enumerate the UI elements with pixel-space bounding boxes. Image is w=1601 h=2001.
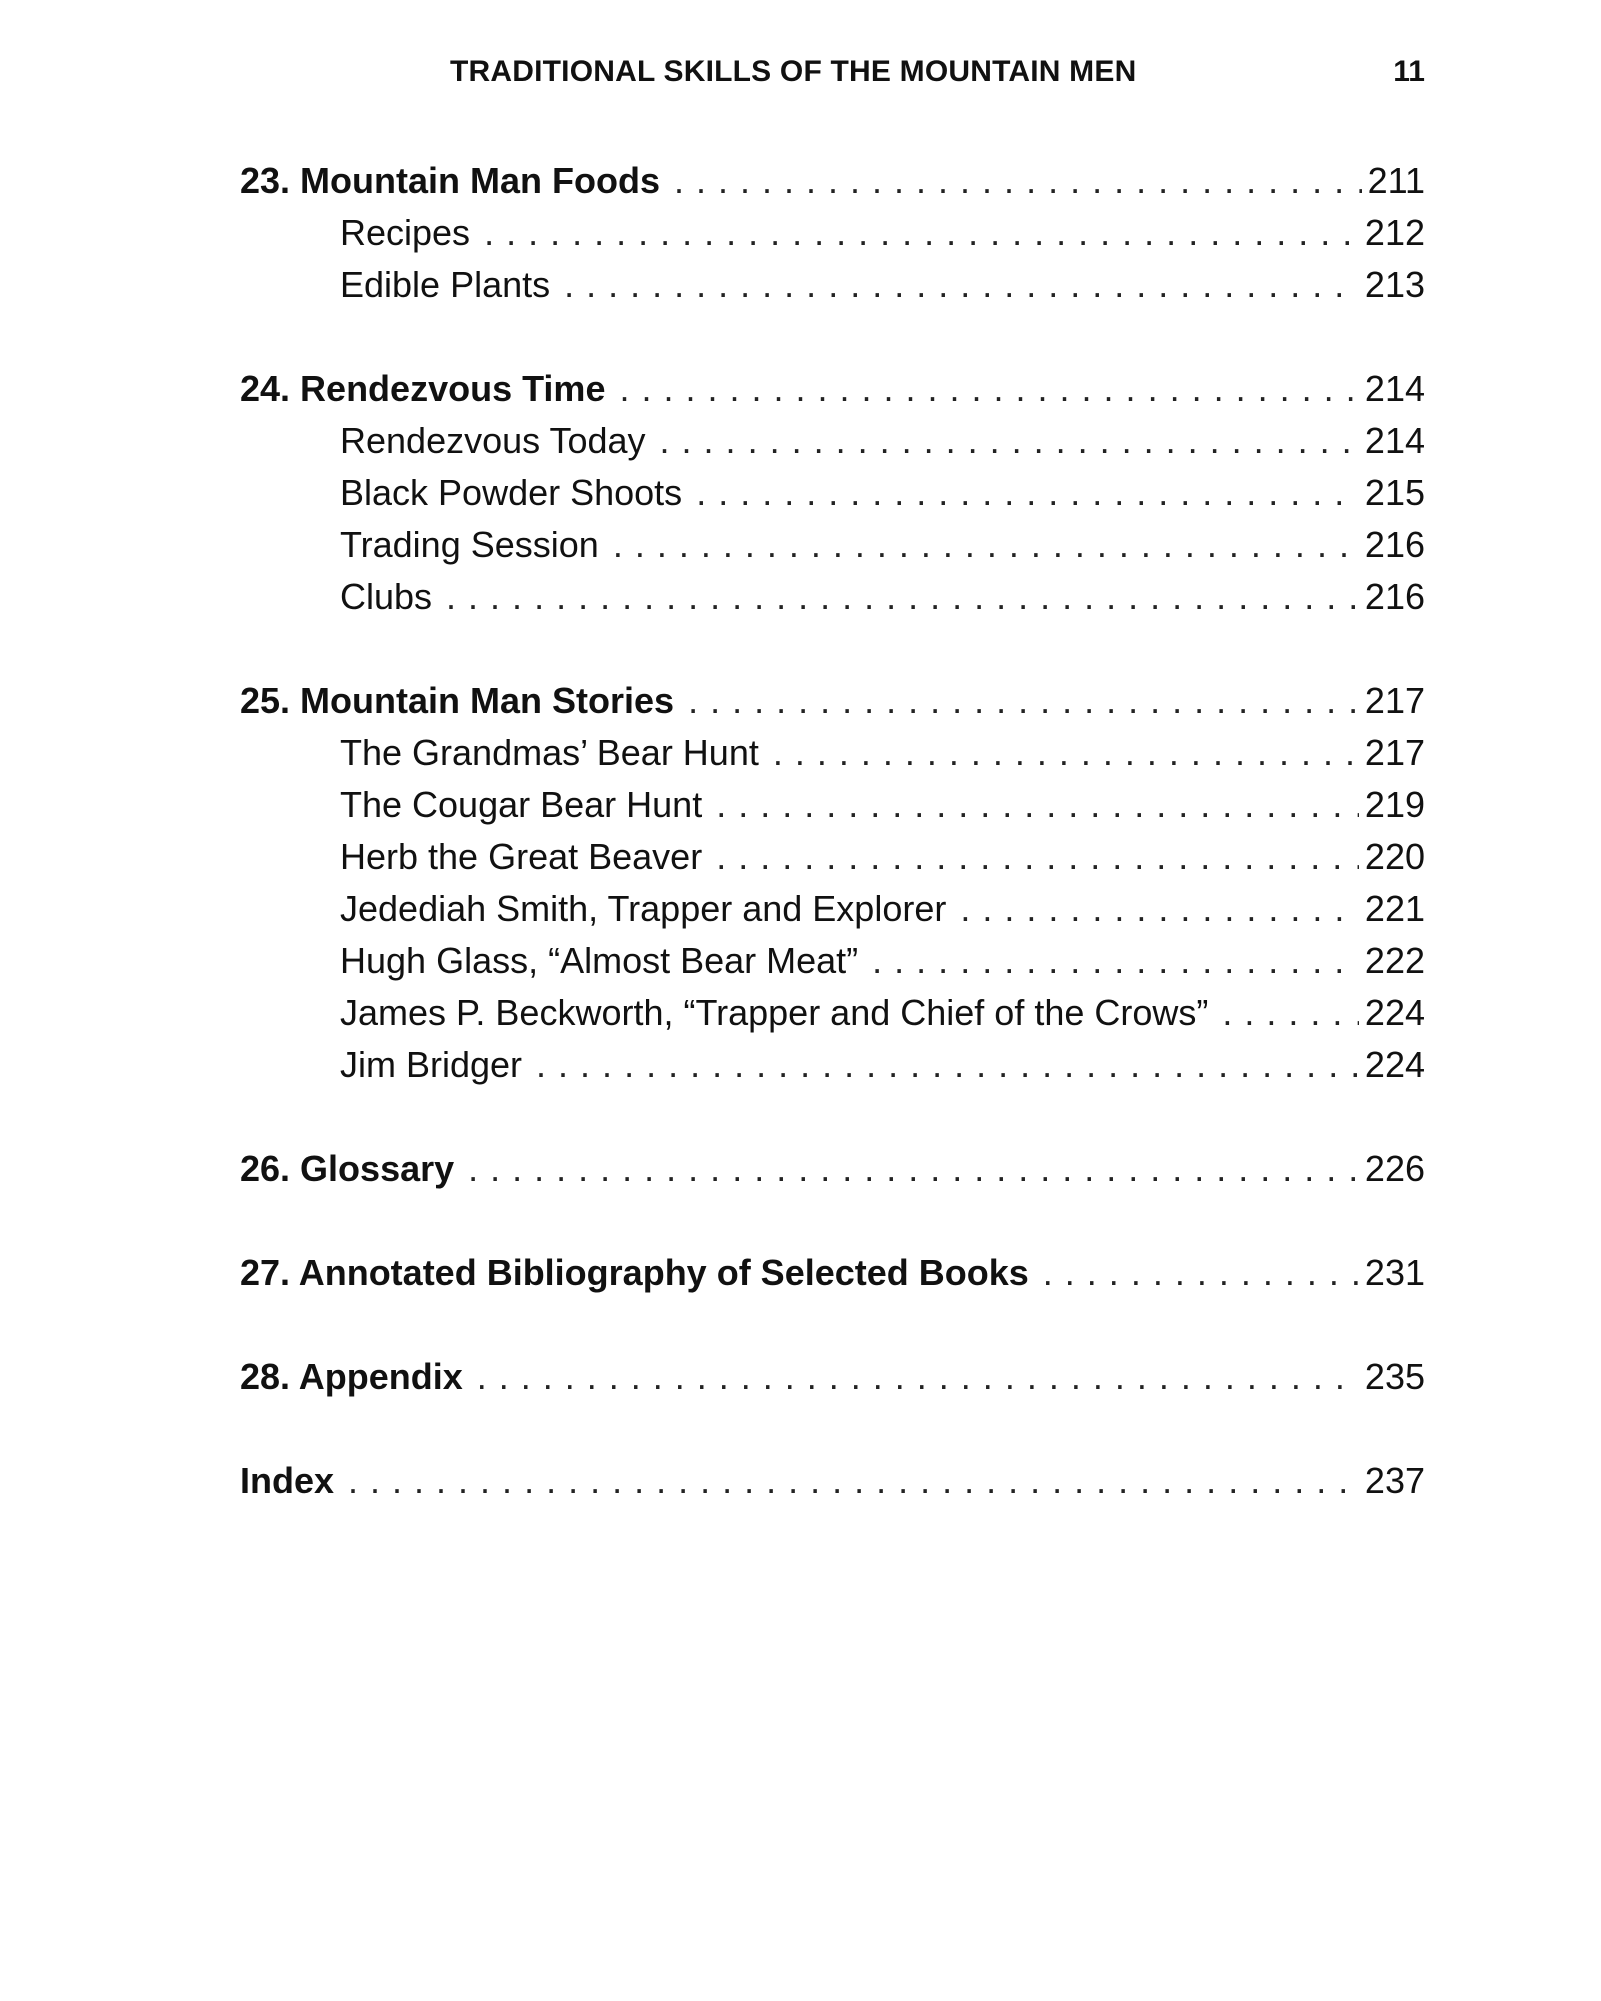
dot-leader	[674, 155, 1362, 207]
dot-leader	[716, 831, 1359, 883]
toc-subentry-title: Jedediah Smith, Trapper and Explorer	[340, 888, 947, 929]
dot-leader	[960, 883, 1359, 935]
toc-page-number: 214	[1364, 420, 1425, 461]
toc-subentry-title: Rendezvous Today	[340, 420, 646, 461]
toc-subentry[interactable]	[240, 467, 1425, 519]
toc-page-number: 235	[1364, 1356, 1425, 1397]
table-of-contents	[240, 155, 1425, 1507]
toc-subentry-title: Jim Bridger	[340, 1044, 523, 1085]
dot-leader	[872, 935, 1359, 987]
toc-chapter-title: 25. Mountain Man Stories	[240, 680, 675, 721]
dot-leader	[1222, 987, 1359, 1039]
toc-subentry-title: Clubs	[340, 576, 433, 617]
toc-subentry[interactable]	[240, 207, 1425, 259]
toc-subentry[interactable]	[240, 415, 1425, 467]
toc-subentry-title: Recipes	[340, 212, 471, 253]
dot-leader	[660, 415, 1359, 467]
dot-leader	[696, 467, 1359, 519]
toc-subentry[interactable]	[240, 571, 1425, 623]
toc-chapter-28[interactable]	[240, 1351, 1425, 1403]
toc-chapter-title: 24. Rendezvous Time	[240, 368, 606, 409]
toc-chapter-title: 23. Mountain Man Foods	[240, 160, 660, 201]
toc-subentry-title: James P. Beckworth, “Trapper and Chief of the Crows”	[340, 992, 1209, 1033]
toc-chapter-title: 28. Appendix	[240, 1356, 463, 1397]
toc-page-number: 216	[1364, 524, 1425, 565]
toc-page-number: 222	[1364, 940, 1425, 981]
toc-page-number: 237	[1364, 1460, 1425, 1501]
toc-page-number: 213	[1364, 264, 1425, 305]
dot-leader	[348, 1455, 1359, 1507]
toc-page-number: 226	[1364, 1148, 1425, 1189]
toc-page-number: 219	[1364, 784, 1425, 825]
toc-subentry-title: Edible Plants	[340, 264, 551, 305]
toc-subentry-title: Trading Session	[340, 524, 599, 565]
toc-subentry[interactable]	[240, 519, 1425, 571]
dot-leader	[536, 1039, 1359, 1091]
dot-leader	[716, 779, 1359, 831]
dot-leader	[468, 1143, 1359, 1195]
toc-subentry-title: Black Powder Shoots	[340, 472, 683, 513]
toc-subentry[interactable]	[240, 727, 1425, 779]
toc-page-number: 220	[1364, 836, 1425, 877]
toc-page-number: 231	[1364, 1252, 1425, 1293]
toc-subentry[interactable]	[240, 883, 1425, 935]
toc-subentry[interactable]	[240, 987, 1425, 1039]
dot-leader	[564, 259, 1359, 311]
dot-leader	[477, 1351, 1359, 1403]
toc-subentry[interactable]	[240, 259, 1425, 311]
running-head	[240, 52, 1425, 92]
toc-subentry-title: The Grandmas’ Bear Hunt	[340, 732, 759, 773]
toc-page-number: 224	[1364, 1044, 1425, 1085]
dot-leader	[484, 207, 1359, 259]
dot-leader	[619, 363, 1358, 415]
dot-leader	[688, 675, 1359, 727]
toc-page-number: 214	[1364, 368, 1425, 409]
toc-page-number: 212	[1364, 212, 1425, 253]
toc-page-number: 224	[1364, 992, 1425, 1033]
toc-subentry[interactable]	[240, 1039, 1425, 1091]
toc-page-number: 216	[1364, 576, 1425, 617]
toc-subentry-title: Herb the Great Beaver	[340, 836, 703, 877]
toc-page-number: 221	[1364, 888, 1425, 929]
toc-page-number: 217	[1364, 680, 1425, 721]
toc-chapter-27[interactable]	[240, 1247, 1425, 1299]
page-number: 11	[1393, 55, 1425, 88]
toc-subentry[interactable]	[240, 935, 1425, 987]
toc-chapter-title: 26. Glossary	[240, 1148, 455, 1189]
toc-subentry[interactable]	[240, 831, 1425, 883]
dot-leader	[446, 571, 1359, 623]
dot-leader	[613, 519, 1359, 571]
toc-chapter-25[interactable]	[240, 675, 1425, 727]
toc-chapter-title: Index	[240, 1460, 335, 1501]
dot-leader	[1043, 1247, 1359, 1299]
toc-page-number: 217	[1364, 732, 1425, 773]
running-title: TRADITIONAL SKILLS OF THE MOUNTAIN MEN	[450, 55, 1137, 88]
toc-index[interactable]	[240, 1455, 1425, 1507]
toc-page-number: 215	[1364, 472, 1425, 513]
dot-leader	[773, 727, 1359, 779]
toc-subentry-title: The Cougar Bear Hunt	[340, 784, 703, 825]
toc-subentry[interactable]	[240, 779, 1425, 831]
toc-subentry-title: Hugh Glass, “Almost Bear Meat”	[340, 940, 859, 981]
toc-page-number: 211	[1367, 160, 1425, 201]
toc-chapter-24[interactable]	[240, 363, 1425, 415]
toc-chapter-title: 27. Annotated Bibliography of Selected Books	[240, 1252, 1029, 1293]
toc-chapter-26[interactable]	[240, 1143, 1425, 1195]
toc-chapter-23[interactable]	[240, 155, 1425, 207]
